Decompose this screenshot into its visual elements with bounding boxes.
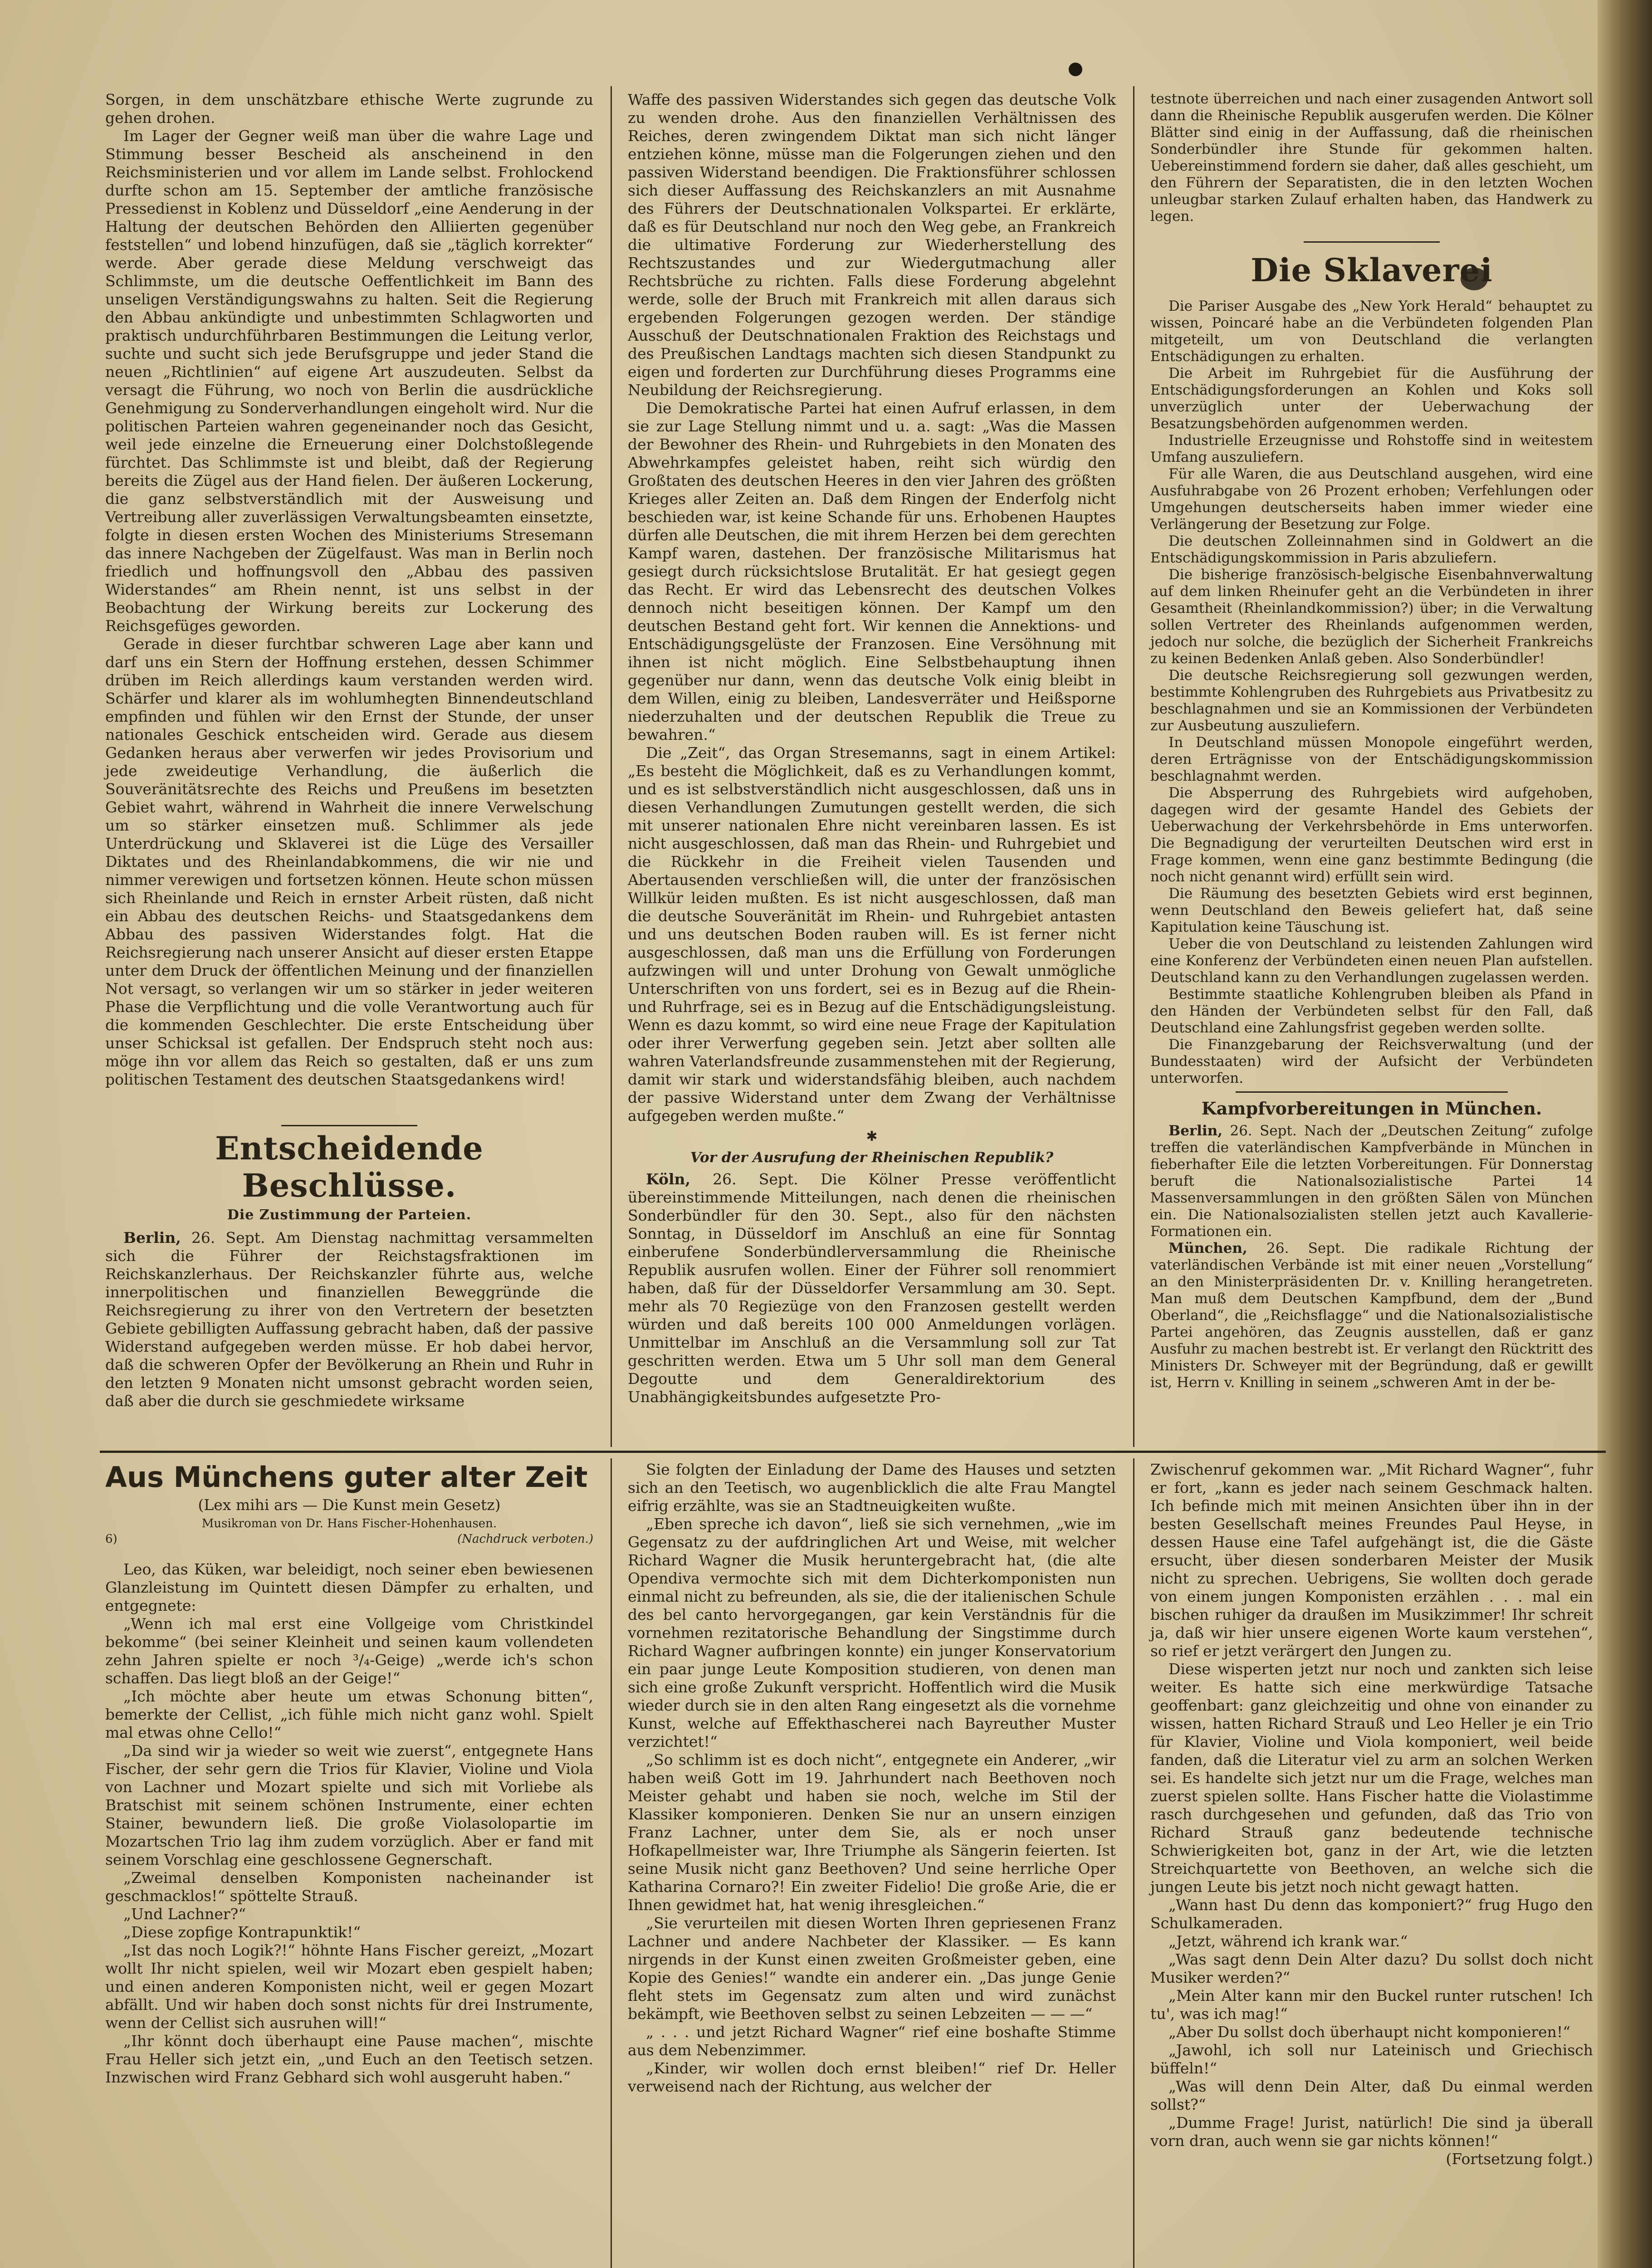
dispatch-location: Berlin,: [123, 1229, 181, 1246]
paragraph: Leo, das Küken, war beleidigt, noch seiner eben bewiesenen Glanzleistung im Quintett diesen Dämpfer zu erhalten, und entgegnete:: [105, 1560, 593, 1614]
divider: [1236, 1091, 1508, 1093]
paragraph: Sorgen, in dem unschätzbare ethische Werte zugrunde zu gehen drohen.: [105, 91, 593, 127]
paragraph: Die Finanzgebarung der Reichsverwaltung (und der Bundesstaaten) wird der Aufsicht der Verbündeten unterworfen.: [1150, 1036, 1593, 1086]
paragraph: In Deutschland müssen Monopole eingeführt werden, deren Erträgnisse von der Entschädigungskommission beschlagnahmt werden.: [1150, 734, 1593, 784]
serial-column-2: [628, 1461, 1116, 2096]
paragraph: Diese wisperten jetzt nur noch und zankten sich leise weiter. Es hatte sich eine merkwürdige Tatsache geoffenbart: ganz gleichzeitig und ohne von einander zu wissen, hatten Richard Strauß und Leo Heller je ein Trio für Klavier, Violine und Viola komponiert, weil beide fanden, daß die Literatur viel zu arm an solchen Werken sei. Es handelte sich jetzt nur um die Frage, welches man zuerst spielen sollte. Hans Fischer hatte die Violastimme rasch durchgesehen und gefunden, daß das Trio von Richard Strauß ganz bedeutende technische Schwierigkeiten bot, ganz in der Art, wie die letzten Streichquartette von Beethoven, an welche sich die jungen Leute bis jetzt noch nicht gewagt hatten.: [1150, 1660, 1593, 1896]
article-headline: Entscheidende Beschlüsse.: [215, 1129, 484, 1204]
dispatch-location: Köln,: [646, 1170, 690, 1188]
serial-installment: 6): [105, 1532, 117, 1546]
article-headline: Vor der Ausrufung der Rheinischen Republik?: [690, 1149, 1054, 1166]
paragraph: Die „Zeit“, das Organ Stresemanns, sagt in einem Artikel: „Es besteht die Möglichkeit, daß es zu Verhandlungen kommt, und es ist selbstverständlich nicht ausgeschlossen, daß uns in diesen Verhandlungen Zumutungen gestellt werden, die sich mit unserer nationalen Ehre nicht vereinbaren lassen. Es ist nicht ausgeschlossen, daß man das Rhein- und Ruhrgebiet und die Rückkehr in die Freiheit vielen Tausenden und Abertausenden verschließen will, die unter der französischen Willkür leiden mußten. Es ist nicht ausgeschlossen, daß man die deutsche Souveränität im Rhein- und Ruhrgebiet antasten und uns deutschen Boden rauben will. Es ist ferner nicht ausgeschlossen, daß man uns die Erfüllung von Forderungen aufzwingen will und unter Drohung von Gewalt unmögliche Unterschriften von uns fordert, sei es in Bezug auf die Rhein- und Ruhrfrage, sei es in Bezug auf die Entschädigungsleistung. Wenn es dazu kommt, so wird eine neue Frage der Kapitulation oder ihrer Verwerfung gegeben sein. Jetzt aber sollten alle wahren Vaterlandsfreunde zusammenstehen mit der Regierung, damit wir stark und widerstandsfähig bleiben, auch nachdem der passive Widerstand unter dem Zwang der Verhältnisse aufgegeben werden mußte.“: [628, 744, 1116, 1124]
paragraph: „Sie verurteilen mit diesen Worten Ihren gepriesenen Franz Lachner und andere Nachbeter der Klassiker. — Es kann nirgends in der Kunst einen zweiten Großmeister geben, eine Kopie des Genies!“ wandte ein anderer ein. „Das junge Genie fleht stets im Gegensatz zum alten und wird zunächst bekämpft, wie Beethoven selbst zu seinen Lebzeiten — — —“: [628, 1914, 1116, 2023]
paragraph: „Wann hast Du denn das komponiert?“ frug Hugo den Schulkameraden.: [1150, 1896, 1593, 1932]
paragraph: Die Pariser Ausgabe des „New York Herald“ behauptet zu wissen, Poincaré habe an die Verbündeten folgenden Plan mitgeteilt, um von Deutschland die verlangten Entschädigungen zu erhalten.: [1150, 298, 1593, 365]
paragraph: „Diese zopfige Kontrapunktik!“: [123, 1923, 361, 1941]
paragraph: Gerade in dieser furchtbar schweren Lage aber kann und darf uns ein Stern der Hoffnung erstehen, dessen Schimmer drüben im Reich allerdings kaum verstanden werden wird. Schärfer und klarer als im wohlumhegten Binnendeutschland empfinden und fühlen wir den Ernst der Stunde, der unser nationales Geschick entscheiden wird. Gerade aus diesem Gedanken heraus aber verwerfen wir jedes Provisorium und jede zweideutige Verhandlung, die äußerlich die Souveränitätsrechte des Reichs und Preußens im besetzten Gebiet wahrt, während in Wahrheit die innere Verwelschung um so stärker einsetzen muß. Schlimmer als jede Unterdrückung und Sklaverei ist die Lüge des Versailler Diktates und des Rheinlandabkommens, die wir nie und nimmer verewigen und fortsetzen können. Heute schon müssen sich Rheinlande und Reich in ernster Arbeit rüsten, daß nicht ein Abbau des deutschen Reichs- und Staatsgedankens dem Abbau des passiven Widerstandes folgt. Hat die Reichsregierung nach unserer Ansicht auf dieser ersten Etappe unter dem Druck der öffentlichen Meinung und der finanziellen Not versagt, so verlangen wir um so stärker in jeder weiteren Phase die Verpflichtung und die volle Verantwortung auch für die kommenden Geschlechter. Die erste Entscheidung über unser Schicksal ist gefallen. Der Endspruch steht noch aus: möge ihn vor allem das Reich so gestalten, daß er uns zum politischen Testament des deutschen Staatsgedankens wird!: [105, 635, 593, 1088]
dispatch-text: 26. Sept. Die Kölner Presse veröffentlicht übereinstimmende Mitteilungen, nach denen die rheinischen Sonderbündler für den 30. Sept., also für den nächsten Sonntag, in Düsseldorf im Anschluß an eine für Sonntag einberufene Sonderbündlerversammlung die Rheinische Republik ausrufen wollen. Einer der Führer soll renommiert haben, daß für der Düsseldorfer Versammlung am 30. Sept. mehr als 70 Regiezüge von den Franzosen gestellt werden würden und daß bereits 100 000 Anmeldungen vorlägen. Unmittelbar im Anschluß an die Versammlung soll zur Tat geschritten werden. Etwa um 5 Uhr soll man dem General Degoutte und dem Generaldirektorium des Unabhängigkeitsbundes aufgesetzte Pro-: [628, 1170, 1116, 1406]
paragraph: „Ist das noch Logik?!“ höhnte Hans Fischer gereizt, „Mozart wollt Ihr nicht spielen, weil wir Mozart eben gespielt haben; und einen anderen Komponisten nicht, weil er gegen Mozart abfällt. Und wir haben doch sonst nichts für drei Instrumente, wenn der Cellist sich ausruhen will!“: [105, 1941, 593, 2032]
paragraph: „Dumme Frage! Jurist, natürlich! Die sind ja überall vorn dran, auch wenn sie gar nichts können!“: [1150, 2114, 1593, 2150]
dispatch-text: 26. Sept. Nach der „Deutschen Zeitung“ zufolge treffen die vaterländischen Kampfverbände in München in fieberhafter Eile die letzten Vorbereitungen. Für Donnerstag beruft die Nationalsozialistische Partei 14 Massenversammlungen in den größten Sälen von München ein. Die Nationalsozialisten stellen jetzt auch Kavallerie-Formationen ein.: [1150, 1123, 1593, 1240]
paragraph: „Wenn ich mal erst eine Vollgeige vom Christkindel bekomme“ (bei seiner Kleinheit und seinen kaum vollendeten zehn Jahren spielte er noch ³/₄-Geige) „werde ich's schon schaffen. Das liegt bloß an der Geige!“: [105, 1615, 593, 1687]
feuilleton-separator-rule: [100, 1451, 1606, 1453]
paragraph: Waffe des passiven Widerstandes sich gegen das deutsche Volk zu wenden drohe. Aus den finanziellen Verhältnissen des Reiches, deren zwingendem Diktat man sich nicht länger entziehen könne, müsse man die Folgerungen ziehen und den passiven Widerstand beendigen. Die Fraktionsführer schlossen sich dieser Auffassung des Reichskanzlers an mit Ausnahme des Führers der Deutschnationalen Volkspartei. Er erklärte, daß es für Deutschland nur noch den Weg gebe, an Frankreich die ultimative Forderung zur Wiederherstellung des Rechtszustandes und zur Wiedergutmachung aller Rechtsbrüche zu richten. Falls diese Forderung abgelehnt werde, solle der Bruch mit Frankreich mit allen daraus sich ergebenden Folgerungen gezogen werden. Der ständige Ausschuß der Deutschnationalen Fraktion des Reichstags und des Preußischen Landtags machten sich diesen Standpunkt zu eigen und forderten zur Durchführung dieses Programms eine Neubildung der Reichsregierung.: [628, 91, 1116, 399]
paragraph: „Jetzt, während ich krank war.“: [1168, 1932, 1408, 1950]
top-column-3: [1150, 91, 1593, 1391]
paragraph: Die Demokratische Partei hat einen Aufruf erlassen, in dem sie zur Lage Stellung nimmt und u. a. sagt: „Was die Massen der Bewohner des Rhein- und Ruhrgebiets in den Monaten des Abwehrkampfes geleistet haben, reiht sich würdig den Großtaten des deutschen Heeres in den vier Jahren des größten Krieges aller Zeiten an. Daß dem Ringen der Enderfolg nicht beschieden war, ist keine Schande für uns. Erhobenen Hauptes dürfen alle Deutschen, die mit ihrem Herzen bei dem gerechten Kampf waren, dastehen. Der französische Militarismus hat gesiegt durch rücksichtslose Brutalität. Er hat gesiegt gegen das Recht. Er wird das Lebensrecht des deutschen Volkes dennoch nicht beseitigen können. Der Kampf um den deutschen Bestand geht fort. Wir kennen die Annektions- und Entschädigungsgelüste der Franzosen. Eine Versöhnung mit ihnen ist nicht möglich. Eine Selbstbehauptung ihnen gegenüber nur dann, wenn das deutsche Volk einig bleibt in dem Willen, einig zu bleiben, Landesverräter und Heißsporne niederzuhalten und der deutschen Republik die Treue zu bewahren.“: [628, 399, 1116, 743]
divider: [1304, 241, 1440, 243]
paragraph: Im Lager der Gegner weiß man über die wahre Lage und Stimmung besser Bescheid als anscheinend in den Reichsministerien und vor allem im Lande selbst. Frohlockend durfte schon am 15. September der amtliche französische Pressedienst in Koblenz und Düsseldorf „eine Aenderung in der Haltung der deutschen Behörden den Alliierten gegenüber feststellen“ und lobend hinzufügen, daß sie „täglich korrekter“ werde. Aber gerade diese Meldung verschweigt das Schlimmste, um die deutsche Oeffentlichkeit im Bann des unseligen Verständigungswahns zu halten. Seit die Regierung den Abbau ankündigte und unbestimmten Schlagworten und praktisch undurchführbaren Bestimmungen die Leitung verlor, suchte und sucht sich jede Berufsgruppe und jeder Stand die neuen „Richtlinien“ auf eigene Art auszudeuten. Selbst da versagt die Führung, wo noch von Berlin die ausdrückliche Genehmigung zu Sonderverhandlungen eingeholt wird. Nur die politischen Parteien wahren gegeneinander noch das Gesicht, weil jede einzelne die Erneuerung einer Dolchstoßlegende fürchtet. Das Schlimmste ist und bleibt, daß der Regierung bereits die Zügel aus der Hand fielen. Der äußeren Lockerung, die ganz selbstverständlich mit der Ausweisung und Vertreibung aller zuverlässigen Verwaltungsbeamten einsetzte, folgte in diesen ersten Wochen des Ministeriums Stresemann das innere Nachgeben der Zügelfaust. Was man in Berlin noch friedlich und hoffnungsvoll den „Abbau des passiven Widerstandes“ am Rhein nennt, ist uns selbst in der Beobachtung der Wirkung bereits zur Lockerung des Reichsgefüges geworden.: [105, 127, 593, 635]
paragraph: Die bisherige französisch-belgische Eisenbahnverwaltung auf dem linken Rheinufer geht an die Verbündeten in ihrer Gesamtheit (Rheinlandkommission?) über; in die Verwaltung sollen Vertreter des Rheinlands aufgenommen werden, jedoch nur solche, die bezüglich der Sicherheit Frankreichs zu keinen Bedenken Anlaß geben. Also Sonderbündler!: [1150, 567, 1593, 667]
article-headline: Die Sklaverei: [1251, 251, 1493, 289]
top-column-1: [105, 91, 593, 1410]
paragraph: Die Räumung des besetzten Gebiets wird erst beginnen, wenn Deutschland den Beweis geliefert hat, daß seine Kapitulation keine Täuschung ist.: [1150, 885, 1593, 935]
paragraph: „Was will denn Dein Alter, daß Du einmal werden sollst?“: [1150, 2077, 1593, 2113]
serial-author: Musikroman von Dr. Hans Fischer-Hohenhausen.: [201, 1517, 497, 1530]
serial-copyright: (Nachdruck verboten.): [457, 1532, 593, 1546]
serial-column-1: [105, 1461, 593, 2087]
paragraph: „Jawohl, ich soll nur Lateinisch und Griechisch büffeln!“: [1150, 2041, 1593, 2077]
paragraph: „Kinder, wir wollen doch ernst bleiben!“ rief Dr. Heller verweisend nach der Richtung, aus welcher der: [628, 2059, 1116, 2095]
dispatch-location: Berlin,: [1168, 1123, 1223, 1139]
paragraph: Die deutschen Zolleinnahmen sind in Goldwert an die Entschädigungskommission in Paris abzuliefern.: [1150, 533, 1593, 566]
dispatch-location: München,: [1168, 1240, 1247, 1256]
article-headline: Kampfvorbereitungen in München.: [1201, 1098, 1542, 1119]
page-binding-edge: [1598, 0, 1652, 2268]
paragraph: testnote überreichen und nach einer zusagenden Antwort soll dann die Rheinische Republik ausgerufen werden. Die Kölner Blätter sind einig in der Auffassung, daß die rheinischen Sonderbündler ihre Stunde für gekommen halten. Uebereinstimmend fordern sie daher, daß alles geschieht, um den Führern der Separatisten, die in den letzten Wochen unleugbar starken Zulauf erhalten haben, das Handwerk zu legen.: [1150, 91, 1593, 225]
paragraph: „Ihr könnt doch überhaupt eine Pause machen“, mischte Frau Heller sich jetzt ein, „und Euch an den Teetisch setzen. Inzwischen wird Franz Gebhard sich wohl ausgeruht haben.“: [105, 2032, 593, 2086]
serial-continuation-note: (Fortsetzung folgt.): [1446, 2150, 1593, 2168]
column-divider: [1133, 1458, 1134, 2268]
column-divider: [611, 86, 612, 1447]
serial-title: Aus Münchens guter alter Zeit: [105, 1461, 588, 1494]
paragraph: Industrielle Erzeugnisse und Rohstoffe sind in weitestem Umfang auszuliefern.: [1150, 432, 1593, 465]
paragraph: „Zweimal denselben Komponisten nacheinander ist geschmacklos!“ spöttelte Strauß.: [105, 1869, 593, 1905]
paragraph: Die Absperrung des Ruhrgebiets wird aufgehoben, dagegen wird der gesamte Handel des Gebiets der Ueberwachung der Verkehrsbehörde in Ems unterworfen. Die Begnadigung der verurteilten Deutschen wird erst in Frage kommen, wenn eine ganz bestimmte Bedingung (die noch nicht genannt wird) erfüllt sein wird.: [1150, 785, 1593, 885]
top-column-2: [628, 91, 1116, 1406]
article-subheadline: Die Zustimmung der Parteien.: [227, 1207, 472, 1223]
serial-column-3: [1150, 1461, 1593, 2168]
serial-meta-line: [105, 1531, 593, 1547]
paragraph: „Was sagt denn Dein Alter dazu? Du sollst doch nicht Musiker werden?“: [1150, 1950, 1593, 1986]
paragraph: „So schlimm ist es doch nicht“, entgegnete ein Anderer, „wir haben weiß Gott im 19. Jahrhundert nach Beethoven noch Meister gehabt und haben sie noch, welche im Stil der Klassiker komponieren. Denken Sie nur an unsern einzigen Franz Lachner, unter dem Sie, als er noch unser Hofkapellmeister war, Ihre Triumphe als Sängerin feierten. Ist seine Musik nicht ganz Beethoven? Und seine herrliche Oper Katharina Cornaro?! Ein zweiter Fidelio! Die große Arie, die er Ihnen gewidmet hat, hat wenig ihresgleichen.“: [628, 1751, 1116, 1914]
paragraph: „Eben spreche ich davon“, ließ sie sich vernehmen, „wie im Gegensatz zu der aufdringlichen Art und Weise, mit welcher Richard Wagner die Musik heruntergebracht hat, (die alte Opendiva vermochte sich mit dem Dichterkomponisten nun einmal nicht zu befreunden, als sie, die der italienischen Schule des bel canto hervorgegangen, gar kein Verständnis für die vornehmen rezitatorische Behandlung der Singstimme durch Richard Wagner aufbringen konnte) ein junger Konservatorium ein paar junge Leute Komposition studieren, von denen man sich eine große Zukunft verspricht. Hoffentlich wird die Musik wieder durch sie in den alten Rang eingesetzt als die vornehme Kunst, welche auf Effekthascherei nach Bayreuther Muster verzichtet!“: [628, 1515, 1116, 1750]
paragraph: „Da sind wir ja wieder so weit wie zuerst“, entgegnete Hans Fischer, der sehr gern die Trios für Klavier, Violine und Viola von Lachner und Mozart spielte und sich mit Vorliebe als Bratschist mit seinem schönen Instrumente, einer echten Stainer, bewundern ließ. Die große Violasolopartie im Mozartschen Trio lag ihm zudem vorzüglich. Aber er fand mit seinem Vorschlag eine geschlossene Gegnerschaft.: [105, 1742, 593, 1868]
divider: [281, 1125, 417, 1126]
paragraph: „ . . . und jetzt Richard Wagner“ rief eine boshafte Stimme aus dem Nebenzimmer.: [628, 2023, 1116, 2059]
paragraph: Bestimmte staatliche Kohlengruben bleiben als Pfand in den Händen der Verbündeten selbst für den Fall, daß Deutschland eine Zahlungsfrist gegeben werden sollte.: [1150, 986, 1593, 1036]
column-divider: [611, 1458, 612, 2268]
paragraph: Sie folgten der Einladung der Dame des Hauses und setzten sich an den Teetisch, wo augenblicklich die alte Frau Mangtel eifrig erzählte, was sie an Stadtneuigkeiten wußte.: [628, 1461, 1116, 1515]
paragraph: Für alle Waren, die aus Deutschland ausgehen, wird eine Ausfuhrabgabe von 26 Prozent erhoben; Verfehlungen oder Umgehungen deutscherseits haben immer wieder eine Verlängerung der Besetzung zur Folge.: [1150, 466, 1593, 533]
column-divider: [1133, 86, 1134, 1447]
dispatch-text: 26. Sept. Die radikale Richtung der vaterländischen Verbände ist mit einer neuen „Vorstellung“ an den Ministerpräsidenten Dr. v. Knilling herangetreten. Man muß dem Deutschen Kampfbund, dem der „Bund Oberland“, die „Reichsflagge“ und die Nationalsozialistische Partei angehören, das Zeugnis ausstellen, daß er ganz Ausfuhr zu machen bestrebt ist. Er verlangt den Rücktritt des Ministers Dr. Schweyer mit der Begründung, daß er gewillt ist, Herrn v. Knilling in seinem „schweren Amt in der be-: [1150, 1240, 1593, 1391]
paragraph: Die Arbeit im Ruhrgebiet für die Ausführung der Entschädigungsforderungen an Kohlen und Koks soll unverzüglich unter der Ueberwachung der Besatzungsbehörden aufgenommen werden.: [1150, 365, 1593, 432]
paragraph: „Aber Du sollst doch überhaupt nicht komponieren!“: [1168, 2023, 1571, 2041]
ornament-mark: ✱: [866, 1129, 878, 1144]
paragraph: Die deutsche Reichsregierung soll gezwungen werden, bestimmte Kohlengruben des Ruhrgebiets aus Privatbesitz zu beschlagnahmen und sie an Kommissionen der Verbündeten zur Ausbeutung auszuliefern.: [1150, 667, 1593, 734]
paragraph: „Und Lachner?“: [123, 1905, 246, 1923]
serial-subtitle: (Lex mihi ars — Die Kunst mein Gesetz): [198, 1496, 501, 1514]
paragraph: Ueber die von Deutschland zu leistenden Zahlungen wird eine Konferenz der Verbündeten einen neuen Plan aufstellen. Deutschland kann zu den Verhandlungen zugelassen werden.: [1150, 936, 1593, 986]
paragraph: Zwischenruf gekommen war. „Mit Richard Wagner“, fuhr er fort, „kann es jeder nach seinem Geschmack halten. Ich befinde mich mit meinen Ansichten über ihn in der besten Gesellschaft meines Freundes Paul Heyse, in dessen Hause eine Tafel aufgehängt ist, die die Gäste ersucht, über diesen sonderbaren Meister der Musik nicht zu sprechen. Uebrigens, Sie wollten doch gerade von einem jungen Komponisten erzählen . . . mal ein bischen ruhiger da draußen im Musikzimmer! Ihr schreit ja, daß wir hier unsere eigenen Worte kaum verstehen“, so rief er jetzt verärgert den Jungen zu.: [1150, 1461, 1593, 1660]
dispatch-text: 26. Sept. Am Dienstag nachmittag versammelten sich die Führer der Reichstagsfraktionen im Reichskanzlerhaus. Der Reichskanzler führte aus, welche innerpolitischen und finanziellen Beweggründe die Reichsregierung zu ihrer von den Vertretern der besetzten Gebiete gebilligten Auffassung gebracht haben, daß der passive Widerstand aufgegeben werden müsse. Er hob dabei hervor, daß die schweren Opfer der Bevölkerung an Rhein und Ruhr in den letzten 9 Monaten nicht umsonst gebracht worden seien, daß aber die durch sie geschmiedete wirksame: [105, 1229, 593, 1410]
ink-spot: [1069, 63, 1082, 76]
paragraph: „Ich möchte aber heute um etwas Schonung bitten“, bemerkte der Cellist, „ich fühle mich nicht ganz wohl. Spielt mal etwas ohne Cello!“: [105, 1687, 593, 1741]
paragraph: „Mein Alter kann mir den Buckel runter rutschen! Ich tu', was ich mag!“: [1150, 1987, 1593, 2023]
